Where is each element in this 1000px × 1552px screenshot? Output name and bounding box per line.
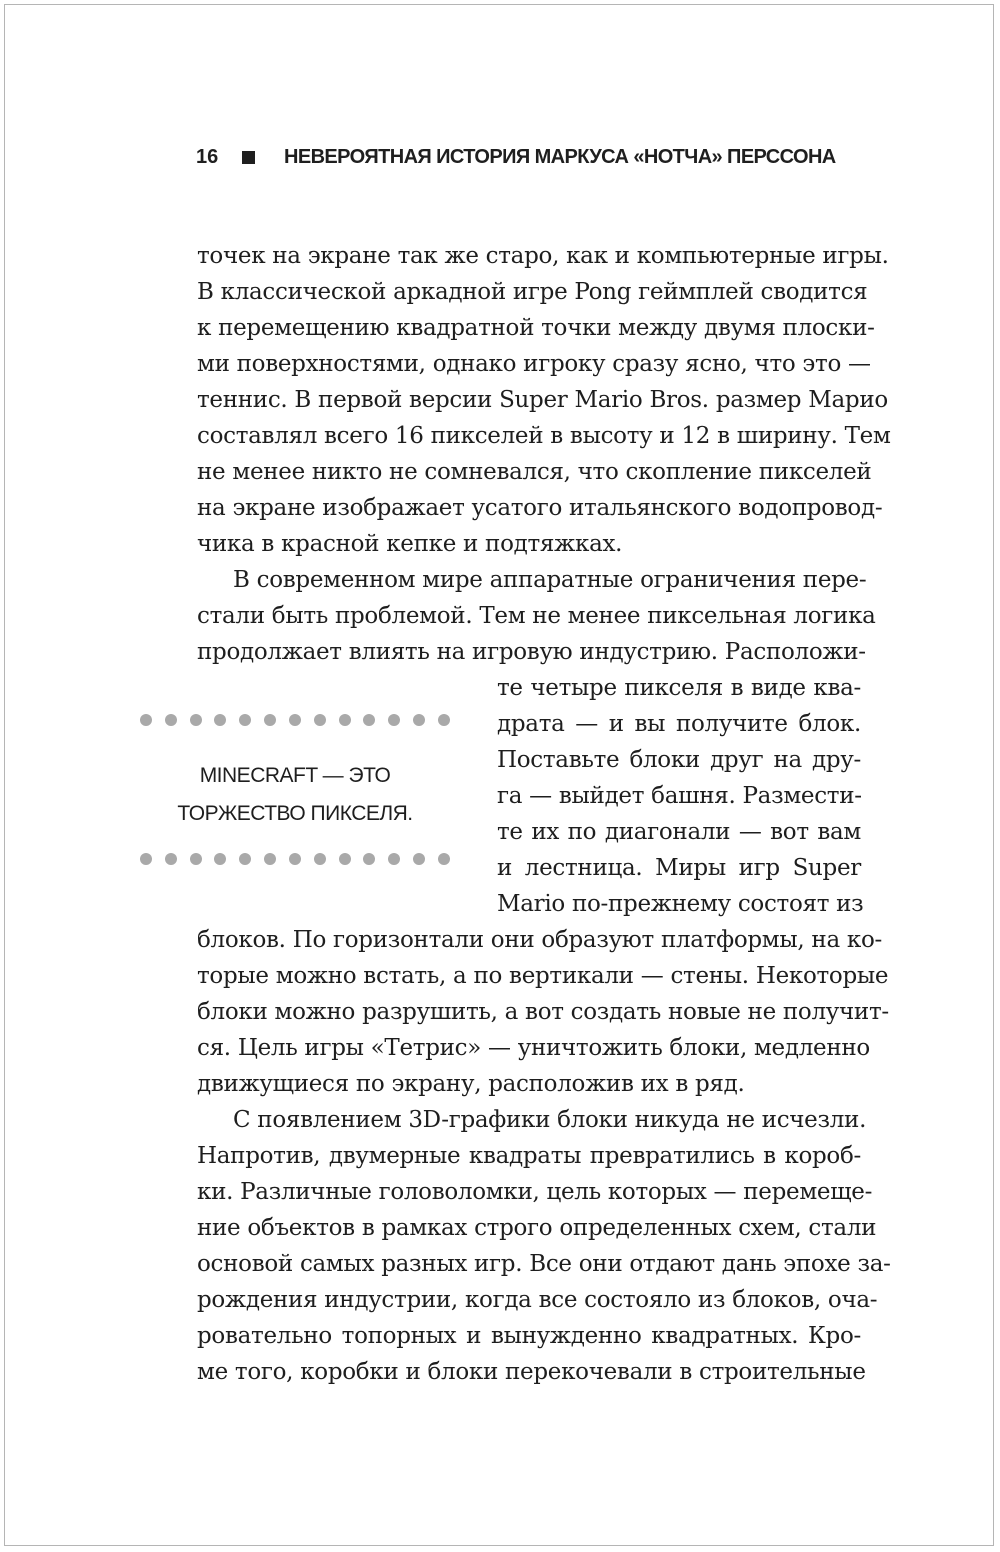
text-line: Напротив, двумерные квадраты превратились в короб-: [197, 1143, 861, 1169]
dot: [289, 853, 301, 865]
dot: [438, 714, 450, 726]
text-line: блоков. По горизонтали они образуют платформы, на ко-: [197, 927, 882, 953]
dot: [264, 853, 276, 865]
dot: [289, 714, 301, 726]
text-line: чика в красной кепке и подтяжках.: [197, 531, 623, 557]
square-bullet-icon: [242, 151, 255, 164]
dot: [214, 714, 226, 726]
text-line: ровательно топорных и вынужденно квадратных. Кро-: [197, 1323, 861, 1349]
text-line: точек на экране так же старо, как и компьютерные игры.: [197, 243, 889, 269]
text-line: не менее никто не сомневался, что скопление пикселей: [197, 459, 872, 485]
text-line: ние объектов в рамках строго определенных схем, стали: [197, 1215, 877, 1241]
text-line: торые можно встать, а по вертикали — стены. Некоторые: [197, 963, 889, 989]
text-line: ми поверхностями, однако игроку сразу ясно, что это —: [197, 351, 871, 377]
text-line: те четыре пикселя в виде ква-: [497, 675, 861, 701]
dot: [388, 714, 400, 726]
dot: [214, 853, 226, 865]
dot: [388, 853, 400, 865]
dot: [339, 714, 351, 726]
text-line: на экране изображает усатого итальянского водопровод-: [197, 495, 883, 521]
text-line: С появлением 3D-графики блоки никуда не исчезли.: [233, 1107, 867, 1133]
text-line: ки. Различные головоломки, цель которых — перемеще-: [197, 1179, 873, 1205]
dot: [140, 853, 152, 865]
text-line: га — выйдет башня. Размести-: [497, 783, 862, 809]
dot: [239, 714, 251, 726]
text-line: блоки можно разрушить, а вот создать новые не получит-: [197, 999, 889, 1025]
text-line: Поставьте блоки друг на дру-: [497, 747, 861, 773]
dot: [140, 714, 152, 726]
pull-quote-line: MINECRAFT — ЭТО: [199, 764, 391, 787]
dot: [314, 714, 326, 726]
dot: [413, 853, 425, 865]
pull-quote-top-dots: [140, 714, 450, 728]
text-line: ме того, коробки и блоки перекочевали в строительные: [197, 1359, 866, 1385]
text-line: основой самых разных игр. Все они отдают дань эпохе за-: [197, 1251, 891, 1277]
dot: [165, 714, 177, 726]
text-line: продолжает влиять на игровую индустрию. Расположи-: [197, 639, 866, 665]
dot: [314, 853, 326, 865]
text-line: ся. Цель игры «Тетрис» — уничтожить блоки, медленно: [197, 1035, 870, 1061]
dot: [165, 853, 177, 865]
text-line: те их по диагонали — вот вам: [497, 819, 861, 845]
dot: [413, 714, 425, 726]
pull-quote-bottom-dots: [140, 853, 450, 867]
dot: [264, 714, 276, 726]
text-line: рождения индустрии, когда все состояло из блоков, оча-: [197, 1287, 878, 1313]
text-line: теннис. В первой версии Super Mario Bros. размер Марио: [197, 387, 888, 413]
dot: [363, 714, 375, 726]
dot: [190, 714, 202, 726]
dot: [239, 853, 251, 865]
text-line: составлял всего 16 пикселей в высоту и 12 в ширину. Тем: [197, 423, 891, 449]
running-head-title: НЕВЕРОЯТНАЯ ИСТОРИЯ МАРКУСА «НОТЧА» ПЕРССОНА: [284, 146, 836, 168]
running-head: [196, 142, 916, 172]
text-line: к перемещению квадратной точки между двумя плоски-: [197, 315, 875, 341]
text-line: В современном мире аппаратные ограничения пере-: [233, 567, 867, 593]
page-number: 16: [196, 146, 219, 168]
dot: [438, 853, 450, 865]
text-line: В классической аркадной игре Pong геймплей сводится: [197, 279, 868, 305]
dot: [190, 853, 202, 865]
text-line: и лестница. Миры игр Super: [497, 855, 861, 881]
pull-quote: [145, 757, 445, 833]
text-line: Mario по-прежнему состоят из: [497, 891, 864, 917]
text-line: драта — и вы получите блок.: [497, 711, 861, 737]
pull-quote-line: ТОРЖЕСТВО ПИКСЕЛЯ.: [177, 802, 413, 825]
text-line: стали быть проблемой. Тем не менее пиксельная логика: [197, 603, 876, 629]
dot: [363, 853, 375, 865]
text-line: движущиеся по экрану, расположив их в ряд.: [197, 1071, 745, 1097]
dot: [339, 853, 351, 865]
